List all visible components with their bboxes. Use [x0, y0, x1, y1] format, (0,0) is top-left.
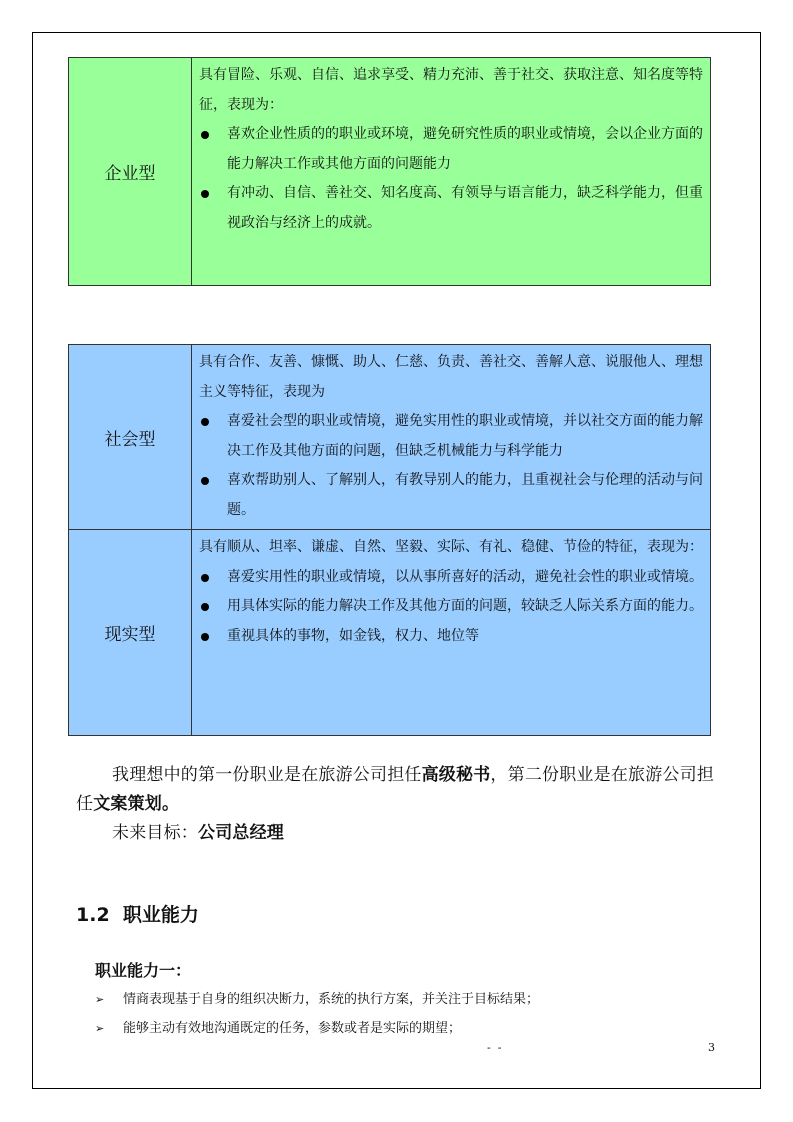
list-item [95, 1014, 715, 1043]
page-number: 3 [708, 1041, 715, 1054]
trait-description [192, 58, 711, 286]
trait-bullet [199, 179, 704, 238]
trait-intro: 具有冒险、乐观、自信、追求享受、精力充沛、善于社交、获取注意、知名度等特征，表现为： [199, 67, 703, 113]
trait-type: 现实型 [69, 530, 192, 736]
footer-mark: - - [487, 1041, 502, 1054]
trait-bullet [199, 466, 704, 525]
bullet-dot-icon [201, 131, 209, 139]
trait-type: 社会型 [69, 345, 192, 530]
bullet-dot-icon [201, 603, 209, 611]
goal-label: 未来目标： [112, 823, 198, 843]
trait-description [192, 345, 711, 530]
bullet-dot-icon [201, 477, 209, 485]
trait-bullet [199, 120, 704, 179]
trait-bullet [199, 563, 704, 593]
ability-list [95, 985, 715, 1043]
trait-table-enterprising [68, 57, 711, 286]
bullet-dot-icon [201, 418, 209, 426]
bullet-dot-icon [201, 633, 209, 641]
bullet-text: 喜欢企业性质的的职业或环境，避免研究性质的职业或情境，会以企业方面的能力解决工作或其他方面的问题能力 [227, 126, 703, 172]
trait-bullet [199, 622, 704, 652]
bullet-dot-icon [201, 190, 209, 198]
list-item-text: 情商表现基于自身的组织决断力，系统的执行方案，并关注于目标结果； [123, 992, 540, 1007]
trait-bullet [199, 407, 704, 466]
bullet-text: 重视具体的事物，如金钱，权力、地位等 [227, 627, 479, 644]
trait-row [69, 530, 711, 736]
career-text-a: 我理想中的第一份职业是在旅游公司担任 [112, 765, 422, 785]
bullet-text: 喜爱社会型的职业或情境，避免实用性的职业或情境，并以社交方面的能力解决工作及其他方面的问题，但缺乏机械能力与科学能力 [227, 413, 703, 459]
bullet-text: 用具体实际的能力解决工作及其他方面的问题，较缺乏人际关系方面的能力。 [227, 598, 703, 614]
trait-bullet [199, 592, 704, 622]
bullet-dot-icon [201, 574, 209, 582]
trait-intro: 具有合作、友善、慷慨、助人、仁慈、负责、善社交、善解人意、说服他人、理想主义等特征，表现为 [199, 354, 703, 400]
sub-heading: 职业能力一： [95, 961, 192, 980]
bullet-text: 喜欢帮助别人、了解别人，有教导别人的能力，且重视社会与伦理的活动与问题。 [227, 472, 703, 518]
list-item-text: 能够主动有效地沟通既定的任务，参数或者是实际的期望； [123, 1021, 462, 1036]
career-text-end: 。 [162, 794, 180, 814]
career-job-2: 文案策划 [93, 794, 163, 814]
career-text-c: ，第二份职业是在旅游公司担任 [76, 765, 715, 814]
section-heading: 1.2 职业能力 [76, 904, 199, 926]
trait-intro: 具有顺从、坦率、谦虚、自然、坚毅、实际、有礼、稳健、节俭的特征，表现为： [199, 539, 703, 555]
list-item [95, 985, 715, 1014]
trait-row [69, 345, 711, 530]
trait-type: 企业型 [69, 58, 192, 286]
trait-row [69, 58, 711, 286]
trait-description [192, 530, 711, 736]
arrow-bullet-icon: ➢ [95, 993, 105, 1006]
bullet-text: 喜爱实用性的职业或情境，以从事所喜好的活动，避免社会性的职业或情境。 [227, 568, 703, 585]
bullet-text: 有冲动、自信、善社交、知名度高、有领导与语言能力，缺乏科学能力，但重视政治与经济上的成就。 [227, 185, 703, 231]
career-job-1: 高级秘书 [421, 765, 491, 785]
career-paragraph [76, 761, 718, 819]
goal-value: 公司总经理 [198, 823, 284, 843]
trait-table-social-realistic [68, 344, 711, 736]
goal-paragraph [76, 819, 718, 848]
arrow-bullet-icon: ➢ [95, 1022, 105, 1035]
